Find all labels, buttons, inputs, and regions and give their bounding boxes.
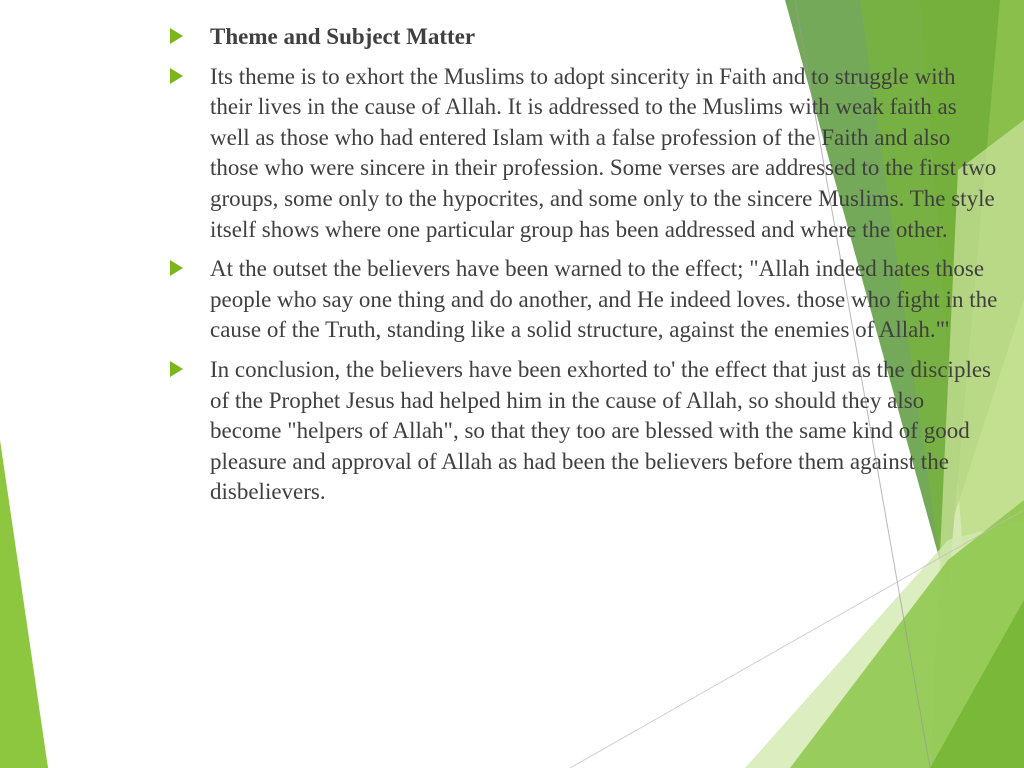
bullet-paragraph-2 <box>170 254 1000 346</box>
bullet-paragraph-3 <box>170 355 1000 508</box>
left-green-sliver <box>0 440 48 768</box>
slide-heading: Theme and Subject Matter <box>210 24 476 49</box>
paragraph-theme: Its theme is to exhort the Muslims to adopt sincerity in Faith and to struggle with their lives in the cause of Allah. It is addressed to the Muslims with weak faith as well as those who had entered Islam with a false profession of the Faith and also those who were sincere in their profession. Some verses are addressed to the first two groups, some only to the hypocrites, and some only to the sincere Muslims. The style itself shows where one particular group has been addressed and where the other. <box>210 63 997 242</box>
triangle-right-icon <box>170 260 183 276</box>
triangle-right-icon <box>170 361 183 377</box>
triangle-right-icon <box>170 28 183 44</box>
paragraph-conclusion: In conclusion, the believers have been exhorted to' the effect that just as the disciples of the Prophet Jesus had helped him in the cause of Allah, so should they also become "helpers of Allah", so that they too are blessed with the same kind of good pleasure and approval of Allah as had been the believers before them against the disbelievers. <box>210 356 991 505</box>
bullet-paragraph-1 <box>170 62 1000 246</box>
bullet-heading <box>170 22 1000 53</box>
paragraph-outset: At the outset the believers have been warned to the effect; "Allah indeed hates those people who say one thing and do another, and He indeed loves. those who fight in the cause of the Truth, standing like a solid structure, against the enemies of Allah."' <box>210 256 998 343</box>
triangle-right-icon <box>170 68 183 84</box>
slide-content <box>170 22 1000 517</box>
